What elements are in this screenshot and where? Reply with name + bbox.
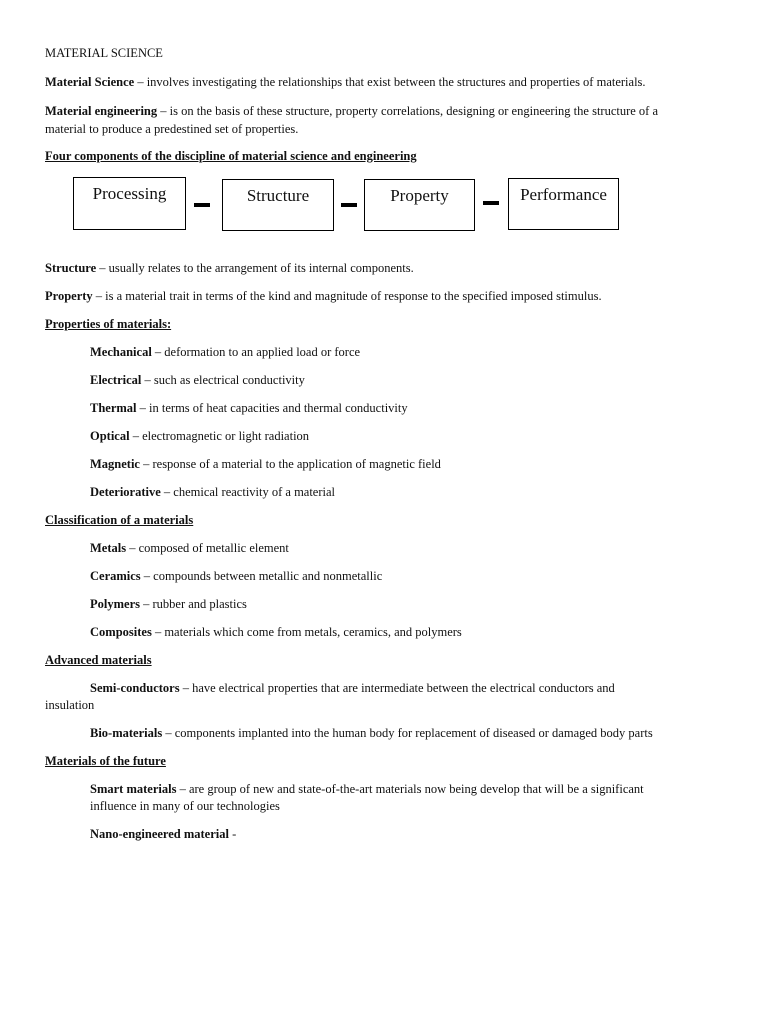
term: Deteriorative bbox=[90, 485, 161, 499]
item-text: – chemical reactivity of a material bbox=[160, 485, 336, 499]
definition-text: – is on the basis of these structure, property correlations, designing or engineering the structure of a bbox=[157, 104, 659, 118]
classification-item bbox=[90, 624, 462, 641]
term: Semi-conductors bbox=[90, 681, 180, 695]
definition-text: – usually relates to the arrangement of its internal components. bbox=[96, 261, 414, 275]
term: Thermal bbox=[90, 401, 137, 415]
definition-material-science bbox=[45, 74, 646, 91]
item-text: – materials which come from metals, ceramics, and polymers bbox=[151, 625, 462, 639]
term: Optical bbox=[90, 429, 130, 443]
item-text: - bbox=[228, 827, 237, 841]
item-text: – have electrical properties that are intermediate between the electrical conductors and bbox=[179, 681, 615, 695]
term: Smart materials bbox=[90, 782, 177, 796]
future-item bbox=[90, 781, 644, 798]
properties-heading: Properties of materials: bbox=[45, 317, 172, 331]
advanced-heading: Advanced materials bbox=[45, 653, 152, 667]
item-text: – deformation to an applied load or force bbox=[151, 345, 361, 359]
term: Mechanical bbox=[90, 345, 152, 359]
term: Electrical bbox=[90, 373, 142, 387]
item-text-continued: influence in many of our technologies bbox=[90, 799, 280, 813]
classification-item bbox=[90, 568, 382, 585]
definition-structure bbox=[45, 260, 414, 277]
item-text: – components implanted into the human body for replacement of diseased or damaged body parts bbox=[162, 726, 653, 740]
term: Material engineering bbox=[45, 104, 158, 118]
property-item bbox=[90, 344, 360, 361]
component-box-performance: Performance bbox=[508, 178, 619, 230]
term: Ceramics bbox=[90, 569, 141, 583]
item-text-continued: insulation bbox=[45, 698, 95, 712]
item-text: – composed of metallic element bbox=[126, 541, 289, 555]
term: Nano-engineered material bbox=[90, 827, 229, 841]
term: Bio-materials bbox=[90, 726, 163, 740]
definition-text: – is a material trait in terms of the kind and magnitude of response to the specified imposed stimulus. bbox=[92, 289, 602, 303]
term: Structure bbox=[45, 261, 97, 275]
item-text: – compounds between metallic and nonmetallic bbox=[140, 569, 383, 583]
item-text: – are group of new and state-of-the-art materials now being develop that will be a significant bbox=[176, 782, 644, 796]
term: Metals bbox=[90, 541, 127, 555]
property-item bbox=[90, 484, 335, 501]
property-item bbox=[90, 400, 408, 417]
classification-item bbox=[90, 596, 247, 613]
definition-text: – involves investigating the relationships that exist between the structures and properties of materials. bbox=[134, 75, 646, 89]
term: Magnetic bbox=[90, 457, 140, 471]
component-box-property: Property bbox=[364, 179, 475, 231]
advanced-item bbox=[90, 725, 653, 742]
item-text: – electromagnetic or light radiation bbox=[129, 429, 310, 443]
future-item bbox=[90, 826, 236, 843]
item-text: – such as electrical conductivity bbox=[141, 373, 305, 387]
classification-heading: Classification of a materials bbox=[45, 513, 194, 527]
definition-text-continued: material to produce a predestined set of properties. bbox=[45, 122, 299, 136]
document-title: MATERIAL SCIENCE bbox=[45, 46, 163, 60]
classification-item bbox=[90, 540, 289, 557]
property-item bbox=[90, 428, 309, 445]
term: Composites bbox=[90, 625, 152, 639]
item-text: – in terms of heat capacities and thermal conductivity bbox=[136, 401, 408, 415]
component-box-structure: Structure bbox=[222, 179, 334, 231]
component-box-processing: Processing bbox=[73, 177, 186, 230]
future-heading: Materials of the future bbox=[45, 754, 166, 768]
connector-dash bbox=[483, 201, 499, 205]
definition-property bbox=[45, 288, 602, 305]
connector-dash bbox=[194, 203, 210, 207]
components-heading: Four components of the discipline of material science and engineering bbox=[45, 149, 417, 163]
item-text: – rubber and plastics bbox=[139, 597, 247, 611]
item-text: – response of a material to the application of magnetic field bbox=[139, 457, 441, 471]
definition-material-engineering bbox=[45, 103, 658, 120]
property-item bbox=[90, 372, 305, 389]
advanced-item bbox=[90, 680, 615, 697]
property-item bbox=[90, 456, 441, 473]
term: Polymers bbox=[90, 597, 140, 611]
term: Material Science bbox=[45, 75, 135, 89]
term: Property bbox=[45, 289, 93, 303]
connector-dash bbox=[341, 203, 357, 207]
